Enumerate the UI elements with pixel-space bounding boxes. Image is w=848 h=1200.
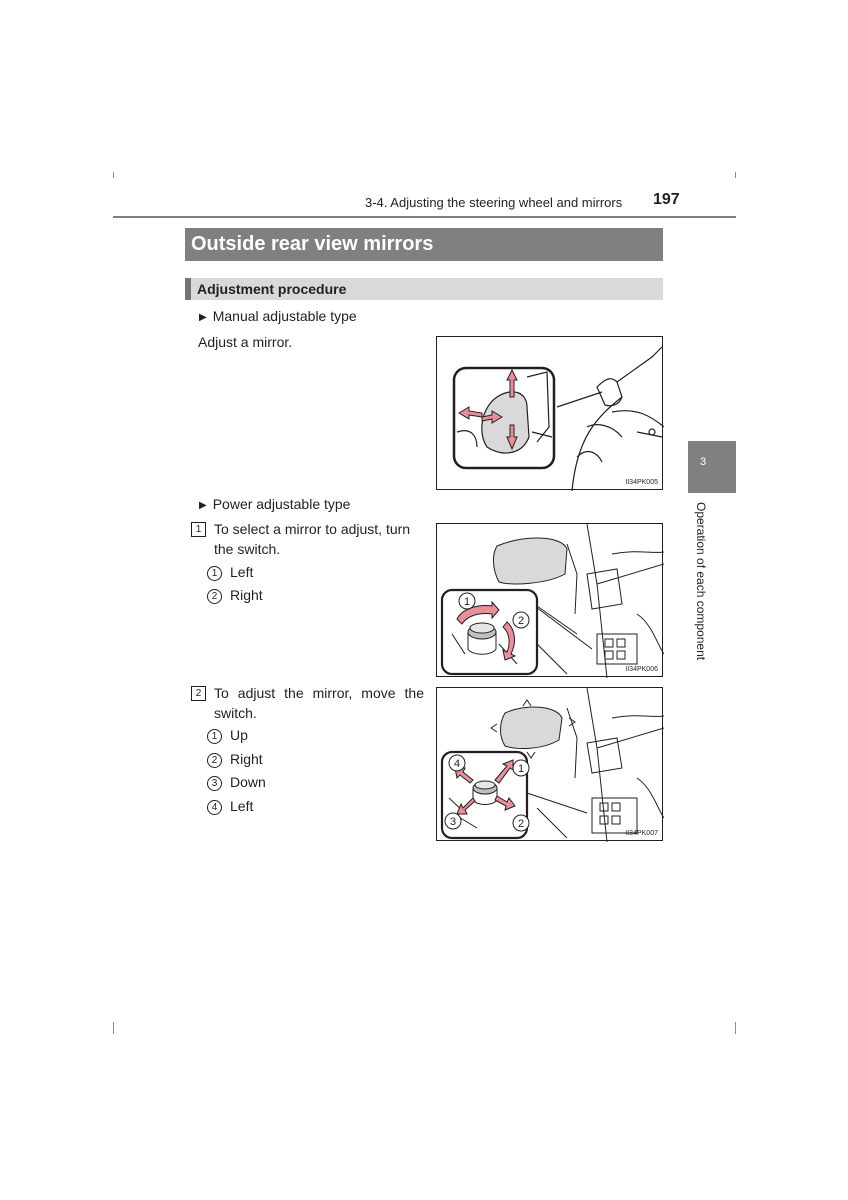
callout-2: 2 xyxy=(517,818,525,830)
step-1-marker: 1 xyxy=(191,522,206,537)
section-header: 3-4. Adjusting the steering wheel and mirrors xyxy=(365,195,623,210)
option-label: Right xyxy=(230,587,263,603)
manual-mirror-illustration xyxy=(437,337,664,491)
option-label: Left xyxy=(230,798,254,814)
crop-mark xyxy=(113,172,114,178)
circled-number: 2 xyxy=(207,753,222,768)
option-label: Down xyxy=(230,774,266,790)
figure-code: II34PK006 xyxy=(625,666,658,673)
manual-type-label xyxy=(199,306,357,328)
step-1-option xyxy=(207,585,263,605)
figure-move-mirror xyxy=(436,687,663,841)
circled-number: 3 xyxy=(207,776,222,791)
step-2-option xyxy=(207,796,253,816)
select-switch-illustration xyxy=(437,524,664,678)
manual-type-text: Manual adjustable type xyxy=(212,308,357,324)
power-type-label xyxy=(199,494,350,516)
triangle-icon: ▶ xyxy=(199,312,207,323)
callout-1: 1 xyxy=(463,596,471,608)
option-label: Right xyxy=(230,751,263,767)
chapter-label: Operation of each component xyxy=(694,502,708,661)
option-label: Left xyxy=(230,564,254,580)
step-1-option xyxy=(207,562,253,582)
callout-2: 2 xyxy=(517,615,525,627)
figure-manual-mirror xyxy=(436,336,663,490)
callout-3: 3 xyxy=(449,816,457,828)
step-2-marker: 2 xyxy=(191,686,206,701)
step-2-option xyxy=(207,772,266,792)
header-rule xyxy=(113,216,736,218)
chapter-tab xyxy=(688,441,736,493)
callout-1: 1 xyxy=(517,763,525,775)
step-2-line1: To adjust the mirror, move the xyxy=(214,685,424,701)
page-title: Outside rear view mirrors xyxy=(185,228,663,261)
circled-number: 2 xyxy=(207,589,222,604)
step-2-line2: switch. xyxy=(214,705,257,721)
move-switch-illustration xyxy=(437,688,664,842)
crop-mark xyxy=(735,172,736,178)
circled-number: 1 xyxy=(207,729,222,744)
crop-mark xyxy=(113,1022,114,1034)
triangle-icon: ▶ xyxy=(199,500,207,511)
crop-mark xyxy=(735,1022,736,1034)
figure-select-mirror xyxy=(436,523,663,677)
circled-number: 1 xyxy=(207,566,222,581)
subheading: Adjustment procedure xyxy=(185,278,663,300)
step-1-line1: To select a mirror to adjust, turn xyxy=(214,521,411,537)
callout-4: 4 xyxy=(453,758,461,770)
power-type-text: Power adjustable type xyxy=(212,496,351,512)
page-number: 197 xyxy=(653,191,680,208)
option-label: Up xyxy=(230,727,248,743)
circled-number: 4 xyxy=(207,800,222,815)
step-2-option xyxy=(207,749,263,769)
figure-code: II34PK007 xyxy=(625,830,658,837)
manual-instruction: Adjust a mirror. xyxy=(198,334,293,350)
step-1-line2: the switch. xyxy=(214,541,281,557)
step-2-option xyxy=(207,725,248,745)
figure-code: II34PK005 xyxy=(625,479,658,486)
chapter-number: 3 xyxy=(700,456,707,468)
